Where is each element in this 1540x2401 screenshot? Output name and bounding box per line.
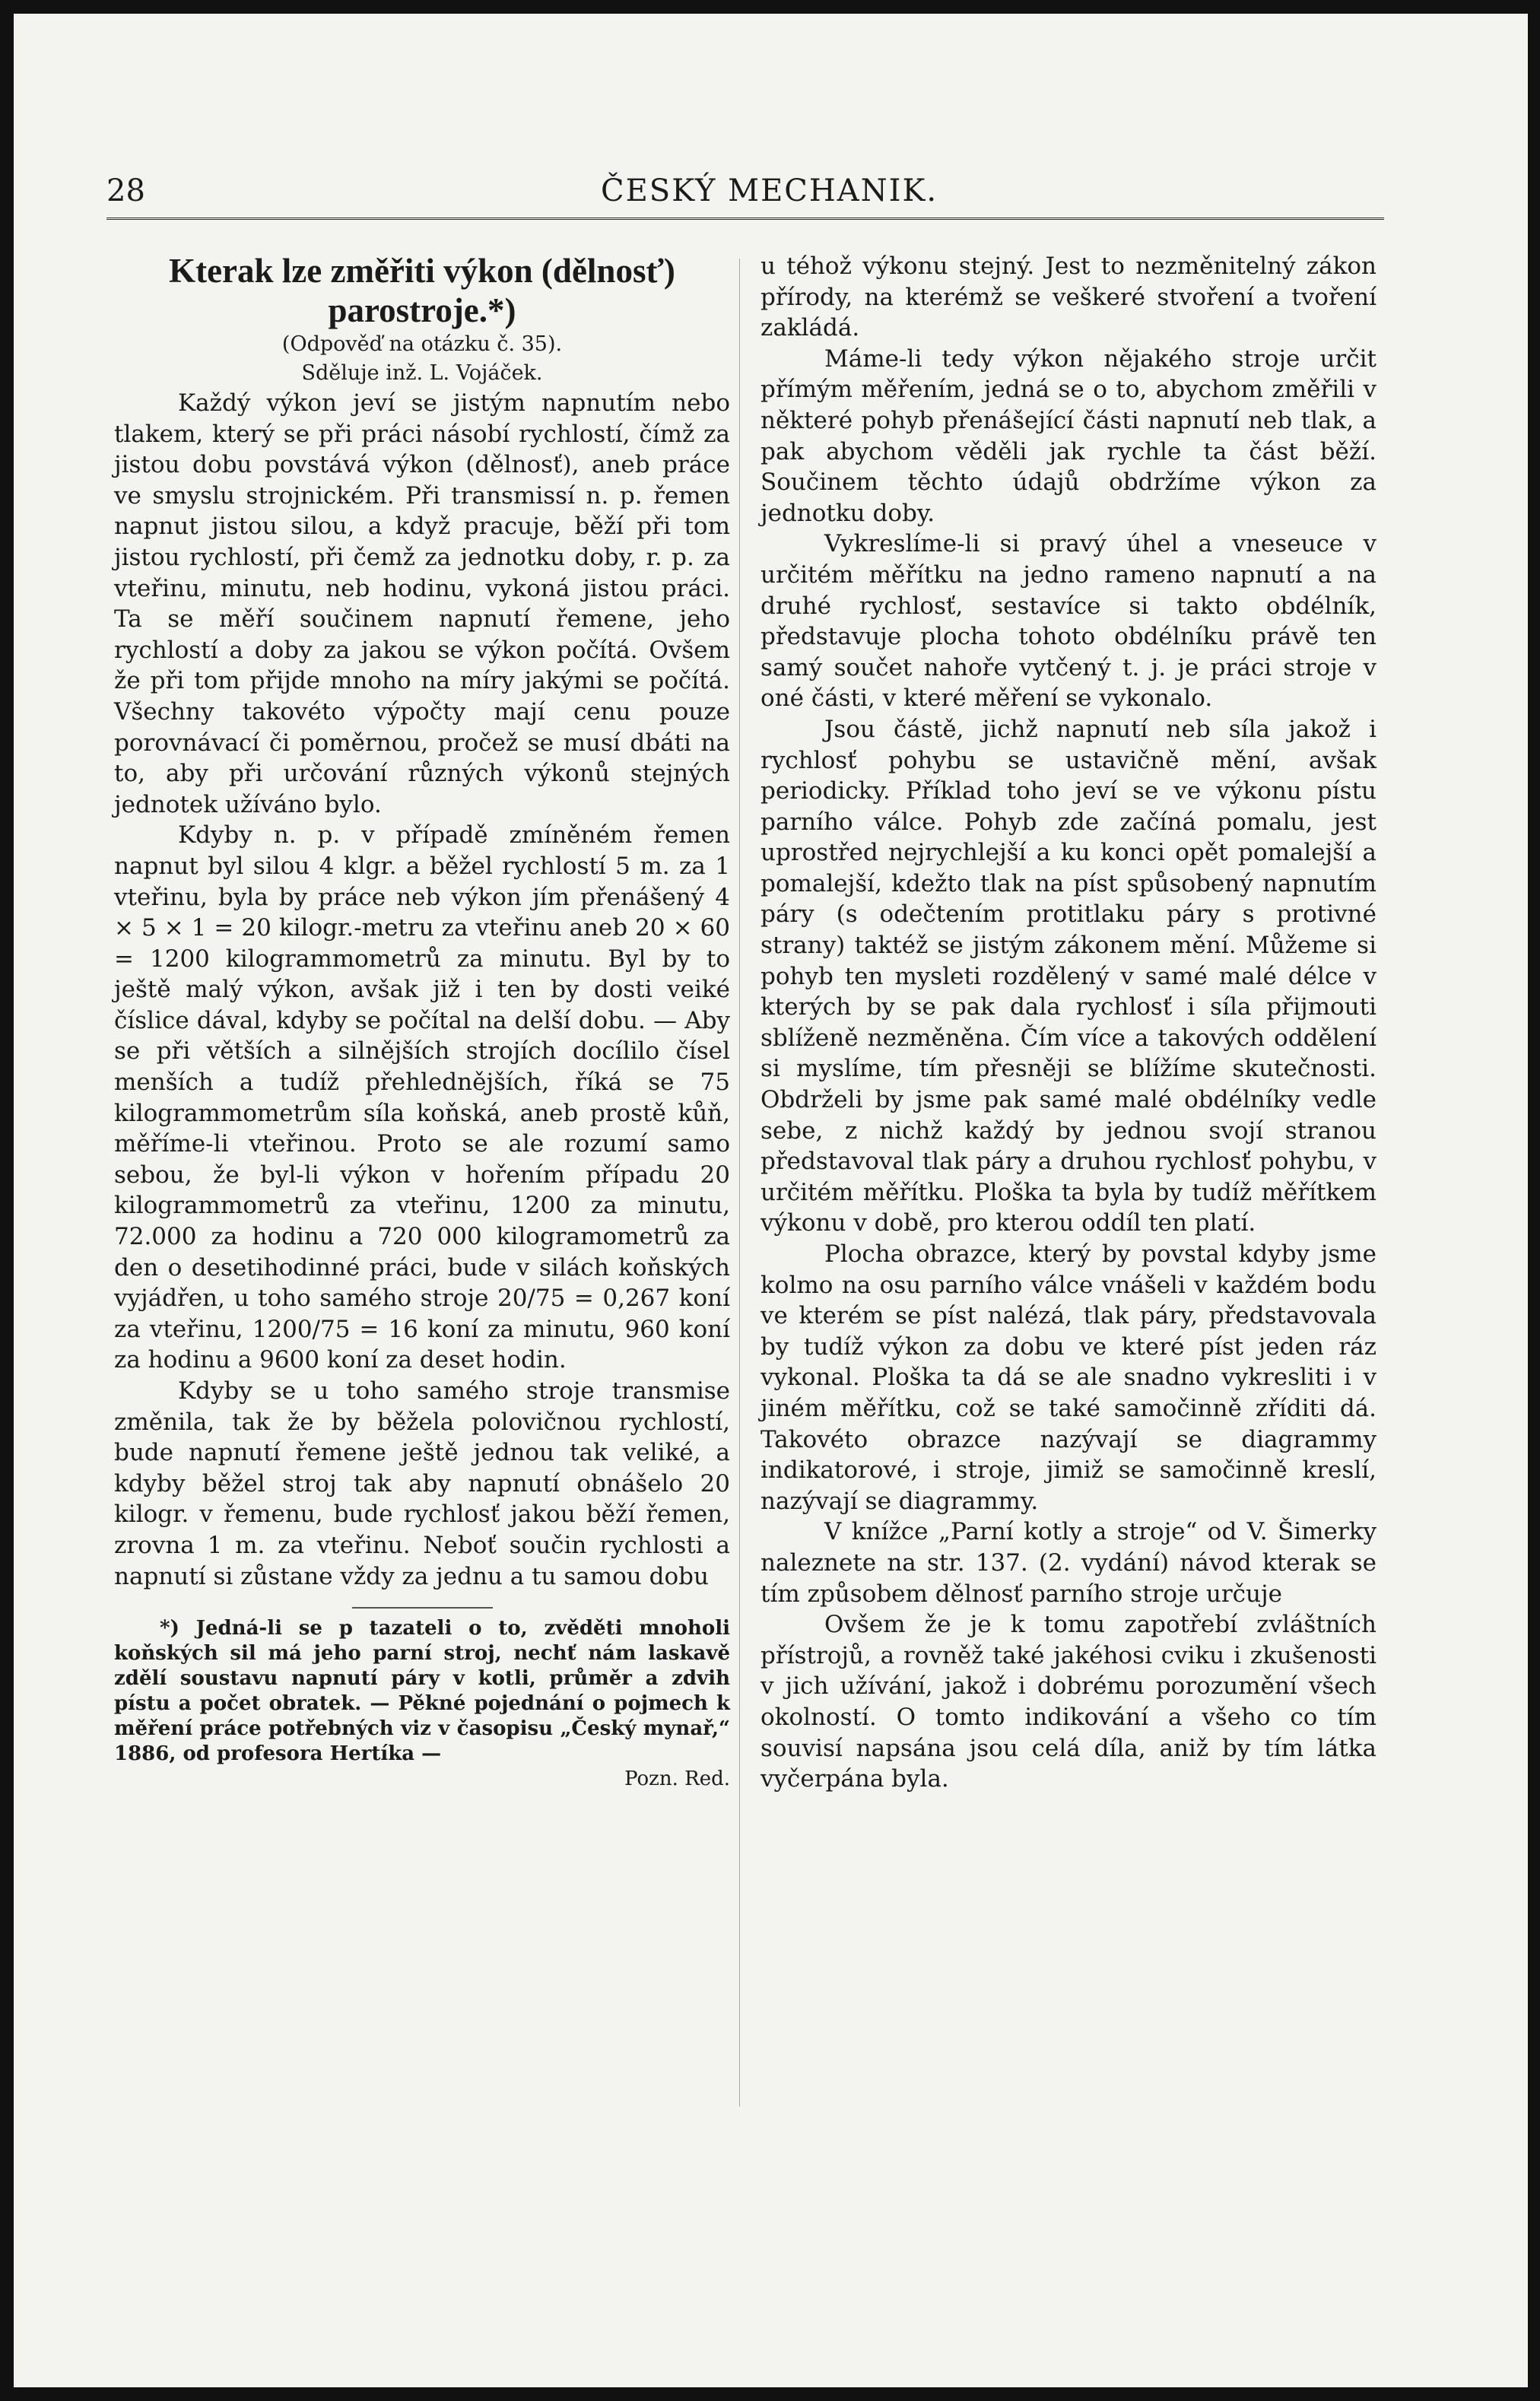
footnote-rule	[352, 1607, 493, 1609]
paragraph: Jsou částě, jichž napnutí neb síla jakož i rychlosť pohybu se ustavičně mění, avšak periodicky. Příklad toho jeví se ve výkonu pístu parního válce. Pohyb zde začíná pomalu, jest uprostřed nejrychlejší a ku konci opět pomalejší a pomalejší, kdežto tlak na píst spůsobený napnutím páry (s odečtením protitlaku páry s protivné strany) taktéž se jistým zákonem mění. Můžeme si pohyb ten mysleti rozdělený v samé malé délce v kterých by se pak dala rychlosť i síla přijmouti sblíženě nezměněna. Čím více a takových oddělení si myslíme, tím přesněji se blížíme skutečnosti. Obdrželi by jsme pak samé malé obdélníky vedle sebe, z nichž každý by jednou svojí stranou představoval tlak páry a druhou rychlosť pohybu, v určitém měřítku. Ploška ta byla by tudíž měřítkem výkonu v době, pro kterou oddíl ten platí.	[760, 715, 1376, 1237]
scan-border-left	[0, 0, 14, 2401]
scan-border-right	[1528, 0, 1540, 2401]
paragraph: Kdyby se u toho samého stroje transmise změnila, tak že by běžela polovičnou rychlostí, bude napnutí řemene ještě jednou tak veliké, a kdyby běžel stroj tak aby napnutí obnášelo 20 kilogr. v řemenu, bude rychlosť jakou běží řemen, zrovna 1 m. za vteřinu. Neboť součin rychlosti a napnutí si zůstane vždy za jednu a tu samou dobu	[114, 1377, 730, 1590]
page-number: 28	[106, 173, 145, 208]
scan-border-bottom	[0, 2387, 1540, 2401]
reply-reference: (Odpověď na otázku č. 35).	[281, 332, 563, 356]
author-line: Sděluje inž. L. Vojáček.	[301, 361, 543, 385]
paragraph: Ovšem že je k tomu zapotřebí zvláštních přístrojů, a rovněž také jakéhosi cviku i zkušenosti v jich užívání, jakož i dobrému porozumění všech okolností. O tomto indikování a všeho co tím souvisí napsána jsou celá díla, aniž by tím látka vyčerpána byla.	[760, 1611, 1376, 1793]
header-rule	[106, 218, 1384, 223]
paragraph: Vykreslíme-li si pravý úhel a vneseuce v určitém měřítku na jedno rameno napnutí a na druhé rychlosť, sestavíce si takto obdélník, představuje plocha tohoto obdélníku právě ten samý součet nahoře vytčený t. j. je práci stroje v oné části, v které měření se vykonalo.	[760, 530, 1376, 713]
footnote: *) Jedná-li se p tazateli o to, zvěděti mnoholi koňských sil má jeho parní stroj, nechť nám laskavě zdělí soustavu napnutí páry v kotli, průměr a zdvih pístu a počet obratek. — Pěkné pojednání o pojmech k měření práce potřebných viz v časopisu „Český mynař,“ 1886, od profesora Hertíka —	[114, 1617, 730, 1766]
paragraph: Plocha obrazce, který by povstal kdyby jsme kolmo na osu parního válce vnášeli v každém bodu ve kterém se píst nalézá, tlak páry, představovala by tudíž výkon za dobu ve které píst jeden ráz vykonal. Ploška ta dá se ale snadno vykresliti i v jiném měřítku, což se také samočinně zříditi dá. Takovéto obrazce nazývají se diagrammy indikatorové, i stroje, jimiž se samočinně kreslí, nazývají se diagrammy.	[760, 1240, 1376, 1515]
paragraph: Každý výkon jeví se jistým napnutím nebo tlakem, který se při práci násobí rychlostí, čímž za jistou dobu povstává výkon (dělnosť), aneb práce ve smyslu strojnickém. Při transmissí n. p. řemen napnut jistou silou, a když pracuje, běží při tom jistou rychlostí, při čemž za jednotku doby, r. p. za vteřinu, minutu, neb hodinu, vykoná jistou práci. Ta se měří součinem napnutí řemene, jeho rychlostí a doby za jakou se výkon počítá. Ovšem že při tom přijde mnoho na míry jakými se počítá. Všechny takovéto výpočty mají cenu pouze porovnávací či poměrnou, pročež se musí dbáti na to, aby při určování různých výkonů stejných jednotek užíváno bylo.	[114, 389, 730, 818]
right-column	[760, 251, 1376, 1795]
left-column	[114, 251, 730, 1792]
paragraph: u téhož výkonu stejný. Jest to nezměnitelný zákon přírody, na kterémž se veškeré stvoření a tvoření zakládá.	[760, 252, 1376, 342]
paragraph: Kdyby n. p. v případě zmíněném řemen napnut byl silou 4 klgr. a běžel rychlostí 5 m. za 1 vteřinu, byla by práce neb výkon jím přenášený 4 × 5 × 1 = 20 kilogr.-metru za vteřinu aneb 20 × 60 = 1200 kilogrammometrů za minutu. Byl by to ještě malý výkon, avšak již i ten by dosti veiké číslice dával, kdyby se počítal na delší dobu. — Aby se při větších a silnějších strojích docílilo čísel menších a tudíž přehlednějších, říká se 75 kilogrammometrům síla koňská, aneb prostě kůň, měříme-li vteřinou. Proto se ale rozumí samo sebou, že byl-li výkon v hořením případu 20 kilogrammometrů za vteřinu, 1200 za minutu, 72.000 za hodinu a 720 000 kilogramometrů za den o desetihodinné práci, bude v silách koňských vyjádřen, u toho samého stroje 20/75 = 0,267 koní za vteřinu, 1200/75 = 16 koní za minutu, 960 koní za hodinu a 9600 koní za deset hodin.	[114, 821, 730, 1374]
article-title: Kterak lze změřiti výkon (dělnosť) parostroje.*)	[169, 252, 675, 329]
scan-border-top	[0, 0, 1540, 14]
paragraph: V knížce „Parní kotly a stroje“ od V. Šimerky naleznete na str. 137. (2. vydání) návod kterak se tím způsobem dělnosť parního stroje určuje	[760, 1518, 1376, 1608]
column-divider	[739, 259, 740, 2107]
running-head: ČESKÝ MECHANIK.	[601, 173, 938, 208]
paragraph: Máme-li tedy výkon nějakého stroje určit přímým měřením, jedná se o to, abychom změřili v některé pohyb přenášející části napnutí neb tlak, a pak abychom věděli jak rychle ta část běží. Součinem těchto údajů obdržíme výkon za jednotku doby.	[760, 345, 1376, 527]
footnote-signature: Pozn. Red.	[624, 1767, 730, 1791]
